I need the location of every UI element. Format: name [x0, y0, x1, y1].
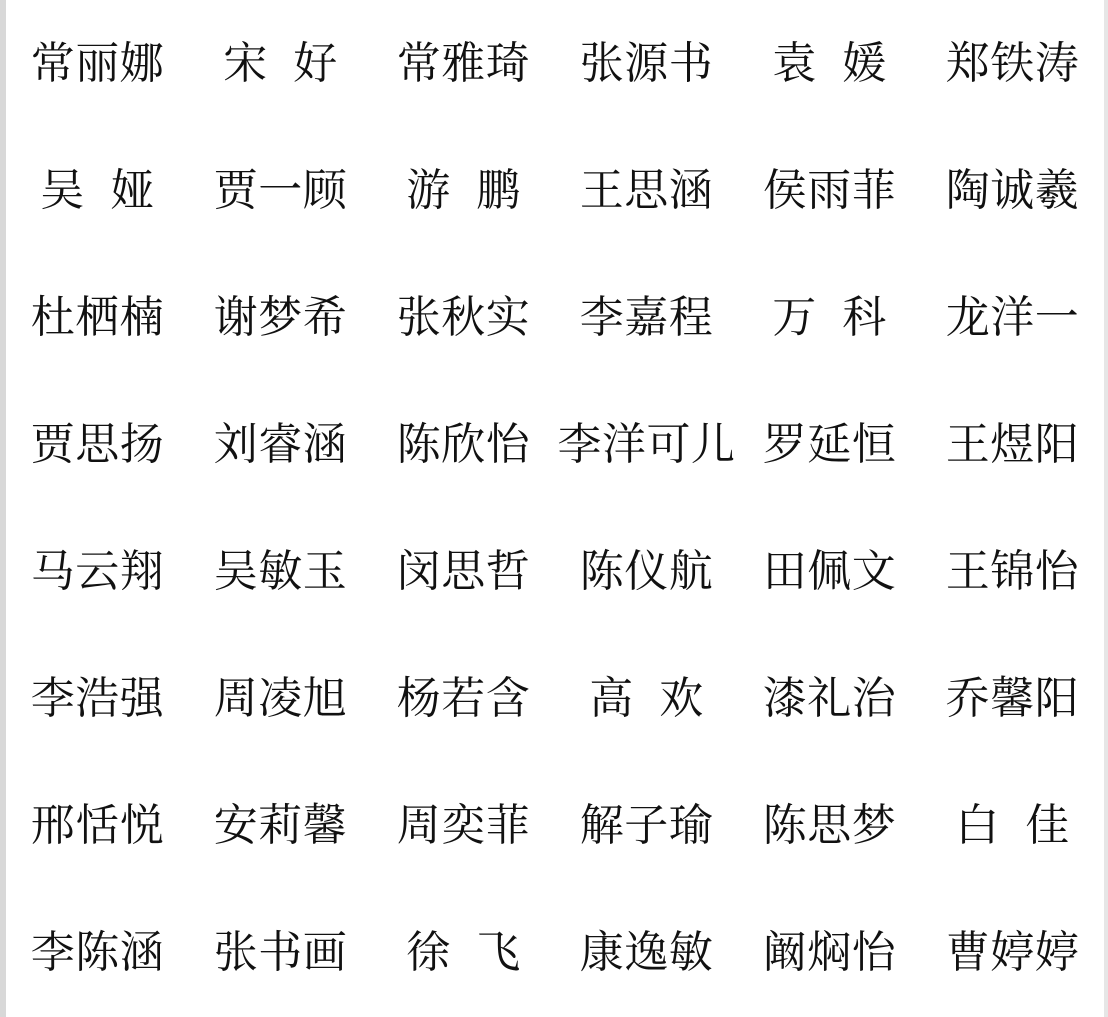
name-cell: 安莉馨	[213, 801, 348, 851]
name-cell: 康逸敏	[579, 928, 714, 978]
name-cell: 杜栖楠	[30, 292, 165, 342]
name-cell: 田佩文	[762, 547, 897, 597]
name-cell: 贾一顾	[213, 165, 348, 215]
name-cell: 王思涵	[579, 165, 714, 215]
name-cell: 张书画	[213, 928, 348, 978]
name-cell: 李嘉程	[579, 292, 714, 342]
name-cell: 罗延恒	[762, 419, 897, 469]
name-cell: 陶诚羲	[945, 165, 1080, 215]
name-grid	[6, 0, 1104, 1017]
name-cell: 高 欢	[589, 674, 704, 724]
name-cell: 张秋实	[396, 292, 531, 342]
name-cell: 谢梦希	[213, 292, 348, 342]
name-cell: 周奕菲	[396, 801, 531, 851]
name-cell: 乔馨阳	[945, 674, 1080, 724]
name-cell: 邢恬悦	[30, 801, 165, 851]
name-cell: 游 鹏	[406, 165, 521, 215]
name-cell: 马云翔	[30, 547, 165, 597]
name-cell: 宋 好	[223, 38, 338, 88]
name-cell: 陈思梦	[762, 801, 897, 851]
name-cell: 常丽娜	[30, 38, 165, 88]
name-cell: 张源书	[579, 38, 714, 88]
name-cell: 阚焖怡	[762, 928, 897, 978]
name-cell: 杨若含	[396, 674, 531, 724]
name-cell: 刘睿涵	[213, 419, 348, 469]
name-cell: 郑铁涛	[945, 38, 1080, 88]
name-cell: 吴敏玉	[213, 547, 348, 597]
name-cell: 陈欣怡	[396, 419, 531, 469]
name-cell: 侯雨菲	[762, 165, 897, 215]
right-page-edge	[1104, 0, 1108, 1017]
name-cell: 李浩强	[30, 674, 165, 724]
name-cell: 曹婷婷	[945, 928, 1080, 978]
name-cell: 王煜阳	[945, 419, 1080, 469]
name-cell: 漆礼治	[762, 674, 897, 724]
name-cell: 徐 飞	[406, 928, 521, 978]
name-cell: 万 科	[772, 292, 887, 342]
name-cell: 白 佳	[955, 801, 1070, 851]
name-cell: 王锦怡	[945, 547, 1080, 597]
name-cell: 袁 媛	[772, 38, 887, 88]
name-cell: 贾思扬	[30, 419, 165, 469]
name-cell: 常雅琦	[396, 38, 531, 88]
name-cell: 李洋可儿	[557, 419, 736, 469]
name-cell: 闵思哲	[396, 547, 531, 597]
name-cell: 陈仪航	[579, 547, 714, 597]
name-cell: 解子瑜	[579, 801, 714, 851]
name-cell: 李陈涵	[30, 928, 165, 978]
name-cell: 吴 娅	[40, 165, 155, 215]
name-cell: 龙洋一	[945, 292, 1080, 342]
name-cell: 周凌旭	[213, 674, 348, 724]
